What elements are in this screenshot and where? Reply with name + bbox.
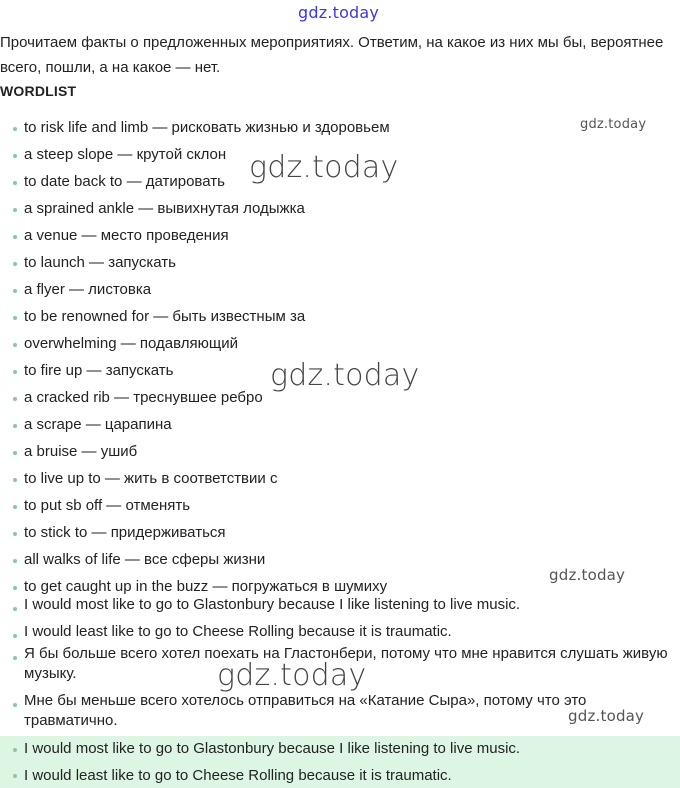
- answer-item: Я бы больше всего хотел поехать на Гластонбери, потому что мне нравится слушать живую музыку.: [0, 644, 680, 684]
- answer-item-highlighted: I would most like to go to Glastonbury because I like listening to live music.: [0, 736, 680, 762]
- answer-item-highlighted: I would least like to go to Cheese Rolling because it is traumatic.: [0, 762, 680, 788]
- list-item: a venue — место проведения: [0, 223, 680, 250]
- list-item: to fire up — запускать: [0, 358, 680, 385]
- list-item: a scrape — царапина: [0, 412, 680, 439]
- list-item: to be renowned for — быть известным за: [0, 304, 680, 331]
- list-item: to risk life and limb — рисковать жизнью и здоровьем: [0, 115, 680, 142]
- watermark-top: gdz.today: [298, 3, 380, 22]
- intro-text: Прочитаем факты о предложенных мероприятиях. Ответим, на какое из них мы бы, вероятнее всего, пошли, а на какое — нет.: [0, 34, 664, 76]
- watermark: gdz.today: [270, 358, 420, 393]
- list-item: a steep slope — крутой склон: [0, 142, 680, 169]
- list-item: to launch — запускать: [0, 250, 680, 277]
- watermark: gdz.today: [580, 117, 647, 132]
- answer-item: I would most like to go to Glastonbury because I like listening to live music.: [0, 595, 680, 615]
- list-item: to get caught up in the buzz — погружаться в шумиху: [0, 574, 680, 601]
- list-item: all walks of life — все сферы жизни: [0, 547, 680, 574]
- watermark: gdz.today: [568, 707, 645, 725]
- list-item: a cracked rib — треснувшее ребро: [0, 385, 680, 412]
- watermark: gdz.today: [249, 150, 399, 185]
- wordlist-heading: WORDLIST: [0, 83, 77, 99]
- list-item: to date back to — датировать: [0, 169, 680, 196]
- list-item: a bruise — ушиб: [0, 439, 680, 466]
- watermark: gdz.today: [549, 566, 626, 584]
- list-item: a flyer — листовка: [0, 277, 680, 304]
- answer-item: I would least like to go to Cheese Rolling because it is traumatic.: [0, 622, 680, 642]
- list-item: to put sb off — отменять: [0, 493, 680, 520]
- watermark: gdz.today: [217, 658, 367, 693]
- list-item: to stick to — придерживаться: [0, 520, 680, 547]
- list-item: to live up to — жить в соответствии с: [0, 466, 680, 493]
- answer-item: Мне бы меньше всего хотелось отправиться на «Катание Сыра», потому что это травматично.: [0, 691, 680, 731]
- list-item: overwhelming — подавляющий: [0, 331, 680, 358]
- list-item: a sprained ankle — вывихнутая лодыжка: [0, 196, 680, 223]
